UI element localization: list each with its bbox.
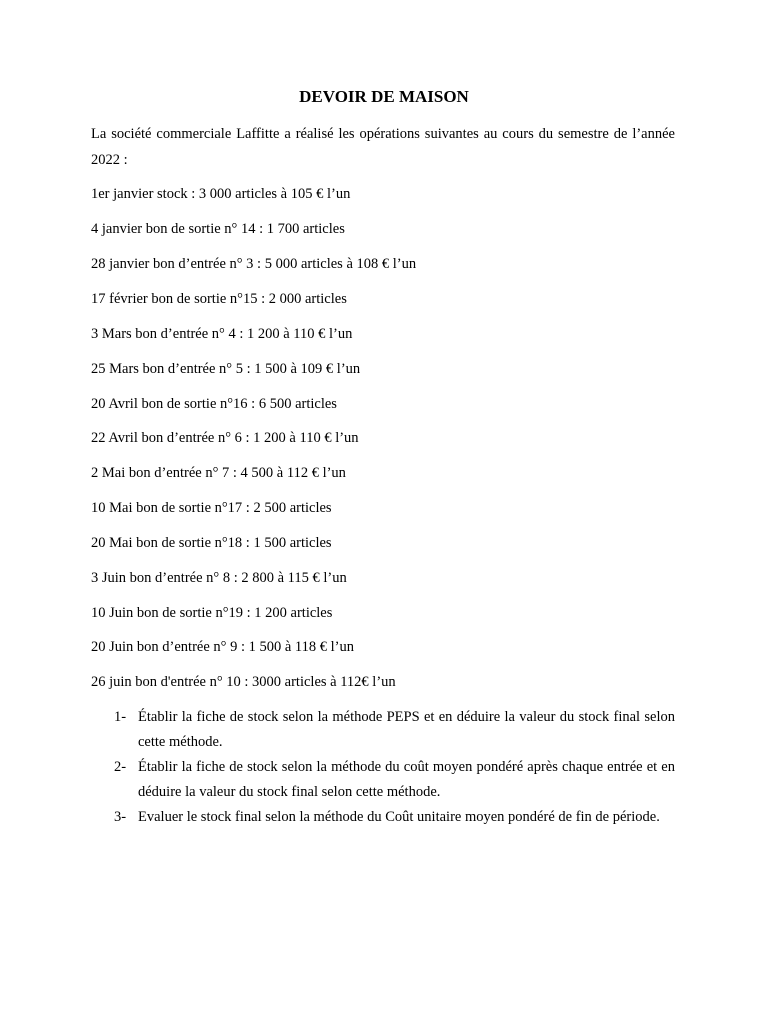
operation-line: 26 juin bon d'entrée n° 10 : 3000 articles à 112€ l’un	[91, 674, 396, 690]
operation-line: 17 février bon de sortie n°15 : 2 000 articles	[91, 291, 347, 307]
operation-line: 20 Juin bon d’entrée n° 9 : 1 500 à 118 € l’un	[91, 639, 354, 655]
question-text: Établir la fiche de stock selon la méthode PEPS et en déduire la valeur du stock final selon cette méthode.	[138, 709, 675, 750]
operation-line: 3 Juin bon d’entrée n° 8 : 2 800 à 115 € l’un	[91, 570, 347, 586]
operation-line: 20 Mai bon de sortie n°18 : 1 500 articles	[91, 535, 332, 551]
operation-line: 28 janvier bon d’entrée n° 3 : 5 000 articles à 108 € l’un	[91, 256, 417, 272]
page-title: DEVOIR DE MAISON	[299, 87, 469, 106]
question-text: Evaluer le stock final selon la méthode du Coût unitaire moyen pondéré de fin de période.	[138, 809, 660, 825]
operation-line: 4 janvier bon de sortie n° 14 : 1 700 articles	[91, 221, 345, 237]
operation-line: 10 Juin bon de sortie n°19 : 1 200 articles	[91, 605, 333, 621]
question-number: 3-	[114, 809, 127, 825]
question-number: 2-	[114, 759, 127, 775]
operation-line: 25 Mars bon d’entrée n° 5 : 1 500 à 109 € l’un	[91, 361, 361, 377]
question-number: 1-	[114, 709, 127, 725]
question-text: Établir la fiche de stock selon la méthode du coût moyen pondéré après chaque entrée et en déduire la valeur du stock final selon cette méthode.	[138, 759, 675, 800]
operation-line: 2 Mai bon d’entrée n° 7 : 4 500 à 112 € l’un	[91, 465, 346, 481]
operation-line: 1er janvier stock : 3 000 articles à 105 € l’un	[91, 186, 351, 202]
operation-line: 22 Avril bon d’entrée n° 6 : 1 200 à 110 € l’un	[91, 430, 359, 446]
operation-line: 10 Mai bon de sortie n°17 : 2 500 articles	[91, 500, 332, 516]
operation-line: 3 Mars bon d’entrée n° 4 : 1 200 à 110 € l’un	[91, 326, 353, 342]
operation-line: 20 Avril bon de sortie n°16 : 6 500 articles	[91, 396, 337, 412]
intro-paragraph: La société commerciale Laffitte a réalisé les opérations suivantes au cours du semestre de l’année 2022 :	[91, 126, 675, 168]
